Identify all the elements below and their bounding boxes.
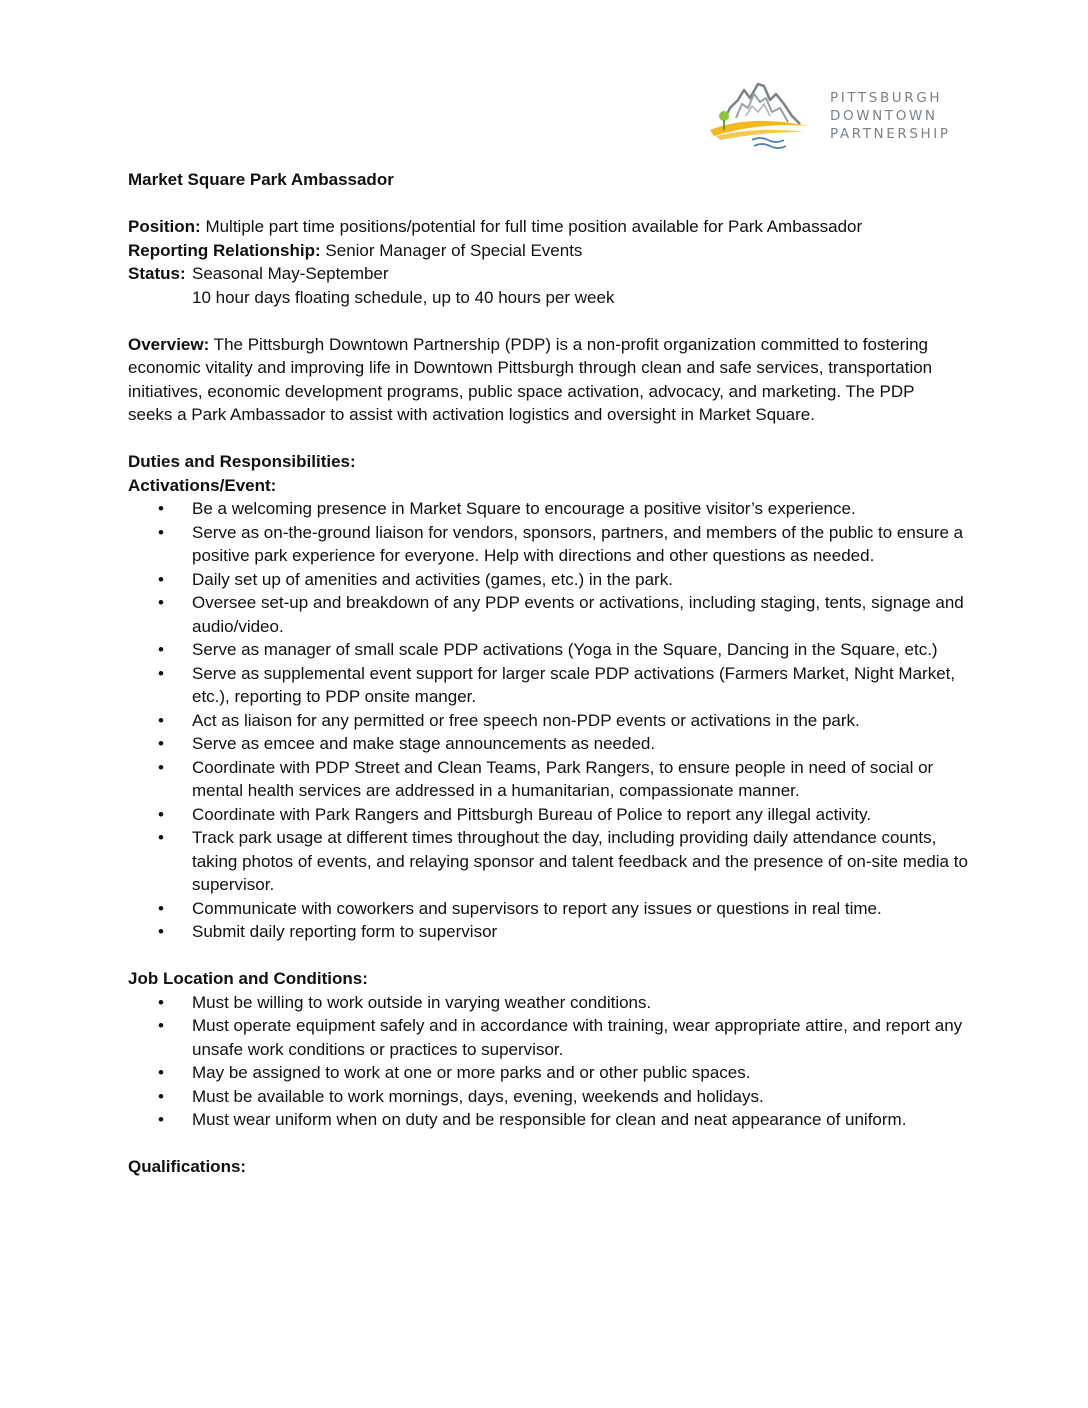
duty-item (128, 591, 972, 638)
overview-paragraph (128, 333, 948, 427)
duty-item-text: Serve as emcee and make stage announcements as needed. (192, 734, 656, 753)
bullet-icon: • (158, 569, 164, 589)
position-label: Position: (128, 217, 201, 236)
duty-item (128, 709, 972, 733)
status-label: Status: (128, 264, 186, 283)
logo-text-line2: DOWNTOWN (830, 108, 938, 124)
duty-item (128, 803, 972, 827)
duty-item-text: Daily set up of amenities and activities (games, etc.) in the park. (192, 569, 673, 589)
reporting-row (128, 239, 968, 263)
bullet-icon: • (158, 804, 164, 824)
condition-item (128, 1085, 972, 1109)
condition-item (128, 1108, 972, 1132)
location-list (128, 991, 968, 1132)
duty-item (128, 638, 972, 662)
position-row (128, 215, 968, 239)
bullet-icon: • (158, 992, 164, 1012)
page-title: Market Square Park Ambassador (128, 170, 394, 189)
duty-item-text: Serve as supplemental event support for larger scale PDP activations (Farmers Market, Night Market, etc.), reporting to PDP onsite manger. (192, 663, 956, 706)
reporting-label: Reporting Relationship: (128, 240, 321, 260)
duty-item-text: Communicate with coworkers and supervisors to report any issues or questions in real time. (192, 898, 882, 918)
pdp-logo (700, 78, 950, 154)
duty-item (128, 521, 972, 568)
qualifications-heading: Qualifications: (128, 1157, 247, 1176)
activations-subheading: Activations/Event: (128, 475, 277, 495)
job-description (128, 168, 968, 1179)
overview-text: The Pittsburgh Downtown Partnership (PDP) is a non-profit organization committed to fostering economic vitality and improving life in Downtown Pittsburgh through clean and safe services, transportation initiatives, economic development programs, public space activation, advocacy, and marketing. The PDP seeks a Park Ambassador to assist with activation logistics and oversight in Market Square. (128, 334, 933, 424)
duty-item (128, 497, 972, 521)
duties-list (128, 497, 968, 944)
duty-item (128, 732, 972, 756)
duty-item (128, 826, 972, 897)
condition-item (128, 1061, 972, 1085)
status-row (128, 262, 968, 286)
condition-item-text: Must be willing to work outside in varying weather conditions. (192, 992, 652, 1012)
bullet-icon: • (158, 1016, 164, 1035)
bullet-icon: • (158, 1063, 164, 1082)
condition-item-text: Must operate equipment safely and in accordance with training, wear appropriate attire, and report any unsafe work conditions or practices to supervisor. (192, 1016, 963, 1059)
bullet-icon: • (158, 710, 164, 730)
duty-item-text: Serve as manager of small scale PDP activations (Yoga in the Square, Dancing in the Square, etc.) (192, 640, 938, 659)
duty-item (128, 920, 972, 944)
condition-item-text: May be assigned to work at one or more parks and or other public spaces. (192, 1063, 751, 1082)
condition-item (128, 1014, 972, 1061)
duty-item-text: Oversee set-up and breakdown of any PDP events or activations, including staging, tents, signage and audio/video. (192, 593, 964, 636)
overview-label: Overview: (128, 334, 210, 354)
status-value-1: Seasonal May-September (192, 264, 389, 283)
condition-item-text: Must wear uniform when on duty and be responsible for clean and neat appearance of uniform. (192, 1110, 907, 1129)
bullet-icon: • (158, 1110, 164, 1129)
duty-item-text: Coordinate with PDP Street and Clean Teams, Park Rangers, to ensure people in need of social or mental health services are addressed in a humanitarian, compassionate manner. (192, 757, 934, 800)
duty-item (128, 662, 972, 709)
duty-item-text: Track park usage at different times throughout the day, including providing daily attendance counts, taking photos of events, and relaying sponsor and talent feedback and the presence of on-site media to supervisor. (192, 828, 968, 894)
skyline-logo-icon (700, 78, 830, 154)
position-value: Multiple part time positions/potential for full time position available for Park Ambassador (200, 217, 863, 236)
condition-item-text: Must be available to work mornings, days, evening, weekends and holidays. (192, 1086, 764, 1106)
duty-item-text: Act as liaison for any permitted or free speech non-PDP events or activations in the park. (192, 710, 860, 730)
bullet-icon: • (158, 593, 164, 612)
logo-text-line1: PITTSBURGH (830, 90, 943, 106)
bullet-icon: • (158, 640, 164, 659)
bullet-icon: • (158, 757, 164, 777)
duty-item (128, 568, 972, 592)
duties-heading: Duties and Responsibilities: (128, 452, 356, 471)
bullet-icon: • (158, 828, 164, 847)
reporting-value: Senior Manager of Special Events (320, 240, 583, 260)
bullet-icon: • (158, 663, 164, 683)
bullet-icon: • (158, 734, 164, 753)
duty-item-text: Coordinate with Park Rangers and Pittsburgh Bureau of Police to report any illegal activity. (192, 804, 872, 824)
duty-item (128, 756, 972, 803)
condition-item (128, 991, 972, 1015)
location-heading: Job Location and Conditions: (128, 969, 368, 988)
bullet-icon: • (158, 922, 164, 941)
logo-text-line3: PARTNERSHIP (830, 126, 951, 142)
bullet-icon: • (158, 499, 164, 518)
duty-item-text: Be a welcoming presence in Market Square to encourage a positive visitor’s experience. (192, 499, 856, 518)
bullet-icon: • (158, 522, 164, 542)
duty-item-text: Submit daily reporting form to supervisor (192, 922, 498, 941)
duty-item-text: Serve as on-the-ground liaison for vendors, sponsors, partners, and members of the public to ensure a positive park experience for everyone. Help with directions and other questions as needed. (192, 522, 964, 565)
status-value-2: 10 hour days floating schedule, up to 40 hours per week (192, 287, 615, 307)
bullet-icon: • (158, 898, 164, 918)
bullet-icon: • (158, 1086, 164, 1106)
duty-item (128, 897, 972, 921)
